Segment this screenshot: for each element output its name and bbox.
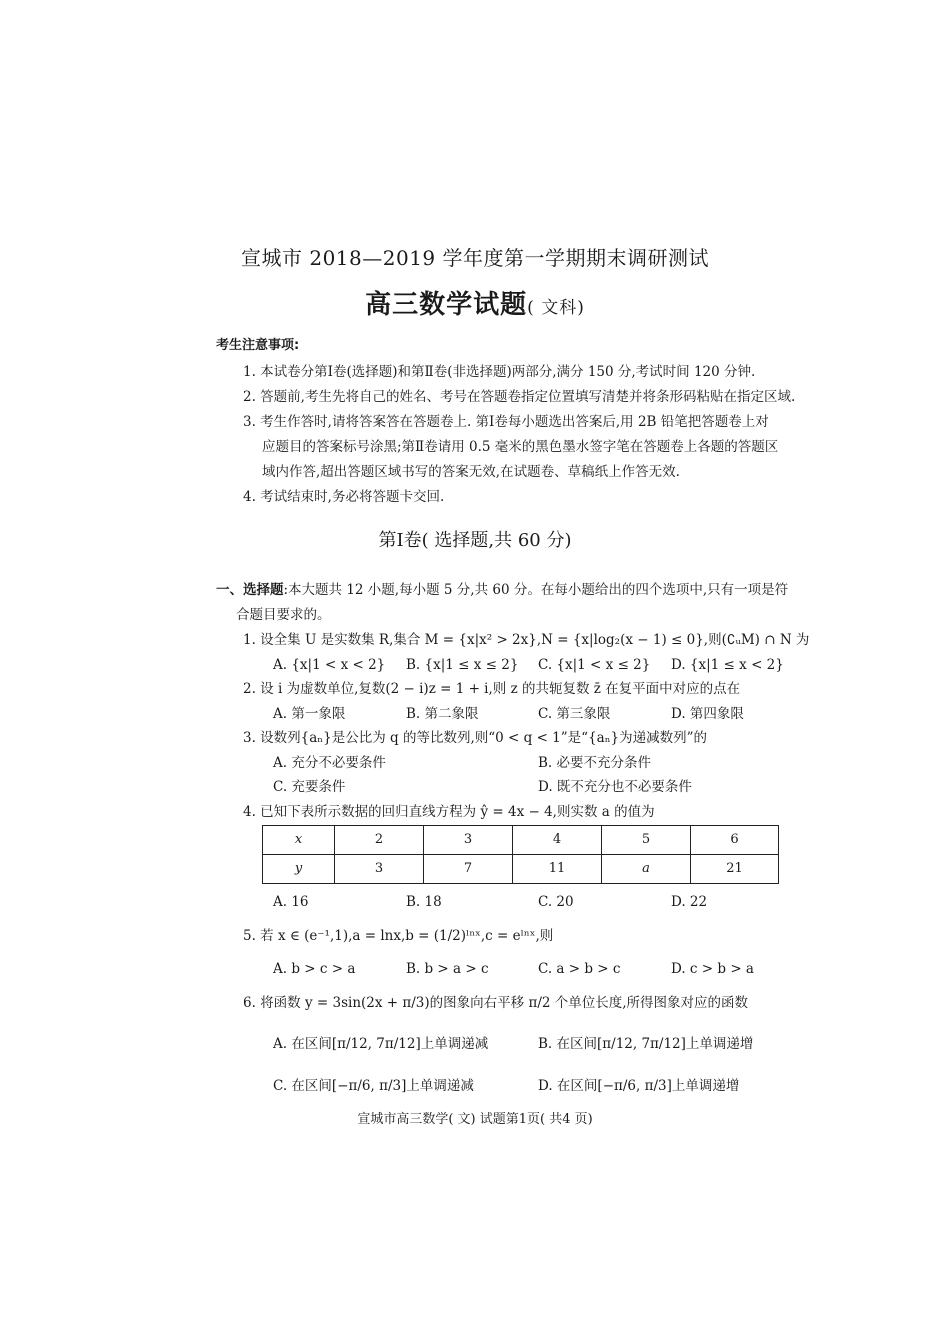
table-row: [263, 855, 779, 884]
notice-line-2: 2. 答题前,考生先将自己的姓名、考号在答题卷指定位置填写清楚并将条形码粘贴在指定区域.: [243, 389, 796, 405]
table-cell: 21: [691, 855, 779, 884]
table-row: [263, 826, 779, 855]
q6-option-d: D. 在区间[−π/6, π/3]上单调递增: [538, 1078, 740, 1094]
exam-title-suffix: ( 文科): [527, 298, 585, 318]
q3-stem: 3. 设数列{aₙ}是公比为 q 的等比数列,则“0 < q < 1”是“{aₙ}为递减数列”的: [243, 730, 708, 746]
q5-option-d: D. c > b > a: [671, 961, 754, 977]
section-title: 第Ⅰ卷( 选择题,共 60 分): [378, 530, 572, 551]
table-cell: 7: [424, 855, 513, 884]
exam-title-main: 高三数学试题: [365, 290, 528, 320]
q3-option-b: B. 必要不充分条件: [538, 755, 652, 771]
q5-option-a: A. b > c > a: [273, 961, 356, 977]
q6-stem: 6. 将函数 y = 3sin(2x + π/3)的图象向右平移 π/2 个单位长度,所得图象对应的函数: [243, 995, 749, 1011]
q4-option-d: D. 22: [671, 894, 708, 910]
q3-option-c: C. 充要条件: [273, 779, 346, 795]
q2-option-b: B. 第二象限: [406, 706, 479, 722]
q2-stem: 2. 设 i 为虚数单位,复数(2 − i)z = 1 + i,则 z 的共轭复数 z̄ 在复平面中对应的点在: [243, 681, 741, 697]
exam-subtitle: 宣城市 2018—2019 学年度第一学期期末调研测试: [240, 246, 709, 270]
q2-option-a: A. 第一象限: [273, 706, 346, 722]
regression-data-table: [262, 825, 779, 884]
table-cell: 4: [513, 826, 602, 855]
q2-option-c: C. 第三象限: [538, 706, 611, 722]
q5-option-c: C. a > b > c: [538, 961, 621, 977]
table-cell: 6: [691, 826, 779, 855]
notice-line-1: 1. 本试卷分第Ⅰ卷(选择题)和第Ⅱ卷(非选择题)两部分,满分 150 分,考试时间 120 分钟.: [243, 364, 756, 380]
q6-option-c: C. 在区间[−π/6, π/3]上单调递减: [273, 1078, 474, 1094]
table-cell: x: [263, 826, 335, 855]
notice-line-5: 域内作答,超出答题区域书写的答案无效,在试题卷、草稿纸上作答无效.: [262, 464, 680, 480]
q1-stem: 1. 设全集 U 是实数集 R,集合 M = {x|x² > 2x},N = {x|log₂(x − 1) ≤ 0},则(∁ᵤM) ∩ N 为: [243, 632, 810, 648]
q1-option-c: C. {x|1 < x ≤ 2}: [538, 657, 651, 673]
table-cell: a: [602, 855, 691, 884]
table-cell: y: [263, 855, 335, 884]
table-cell: 5: [602, 826, 691, 855]
exam-title: [0, 290, 950, 321]
notice-line-3: 3. 考生作答时,请将答案答在答题卷上. 第Ⅰ卷每小题选出答案后,用 2B 铅笔把答题卷上对: [243, 414, 769, 430]
page-footer: 宣城市高三数学( 文) 试题第1页( 共4 页): [357, 1112, 593, 1127]
notice-line-4: 应题目的答案标号涂黑;第Ⅱ卷请用 0.5 毫米的黑色墨水签字笔在答题卷上各题的答题区: [262, 439, 779, 455]
q4-stem: 4. 已知下表所示数据的回归直线方程为 ŷ = 4x − 4,则实数 a 的值为: [243, 804, 655, 820]
q5-stem: 5. 若 x ∈ (e⁻¹,1),a = lnx,b = (1/2)ˡⁿˣ,c = eˡⁿˣ,则: [243, 928, 554, 944]
notice-heading: 考生注意事项:: [216, 338, 300, 353]
table-cell: 11: [513, 855, 602, 884]
q1-option-b: B. {x|1 ≤ x ≤ 2}: [406, 657, 519, 673]
q3-option-a: A. 充分不必要条件: [273, 755, 386, 771]
q3-option-d: D. 既不充分也不必要条件: [538, 779, 692, 795]
q1-option-d: D. {x|1 ≤ x < 2}: [671, 657, 784, 673]
q6-option-b: B. 在区间[π/12, 7π/12]上单调递增: [538, 1036, 754, 1052]
part1-intro: [216, 582, 788, 598]
notice-line-6: 4. 考试结束时,务必将答题卡交回.: [243, 489, 445, 505]
table-cell: 3: [424, 826, 513, 855]
q2-option-d: D. 第四象限: [671, 706, 744, 722]
q4-option-b: B. 18: [406, 894, 442, 910]
table-cell: 2: [335, 826, 424, 855]
part1-intro-text: :本大题共 12 小题,每小题 5 分,共 60 分。在每小题给出的四个选项中,只有一项是符: [283, 582, 789, 598]
q4-option-c: C. 20: [538, 894, 574, 910]
table-cell: 3: [335, 855, 424, 884]
q5-option-b: B. b > a > c: [406, 961, 489, 977]
part1-intro-line2: 合题目要求的。: [236, 607, 331, 623]
q4-option-a: A. 16: [273, 894, 309, 910]
q1-option-a: A. {x|1 < x < 2}: [273, 657, 386, 673]
q6-option-a: A. 在区间[π/12, 7π/12]上单调递减: [273, 1036, 489, 1052]
part1-label: 一、选择题: [216, 582, 284, 598]
